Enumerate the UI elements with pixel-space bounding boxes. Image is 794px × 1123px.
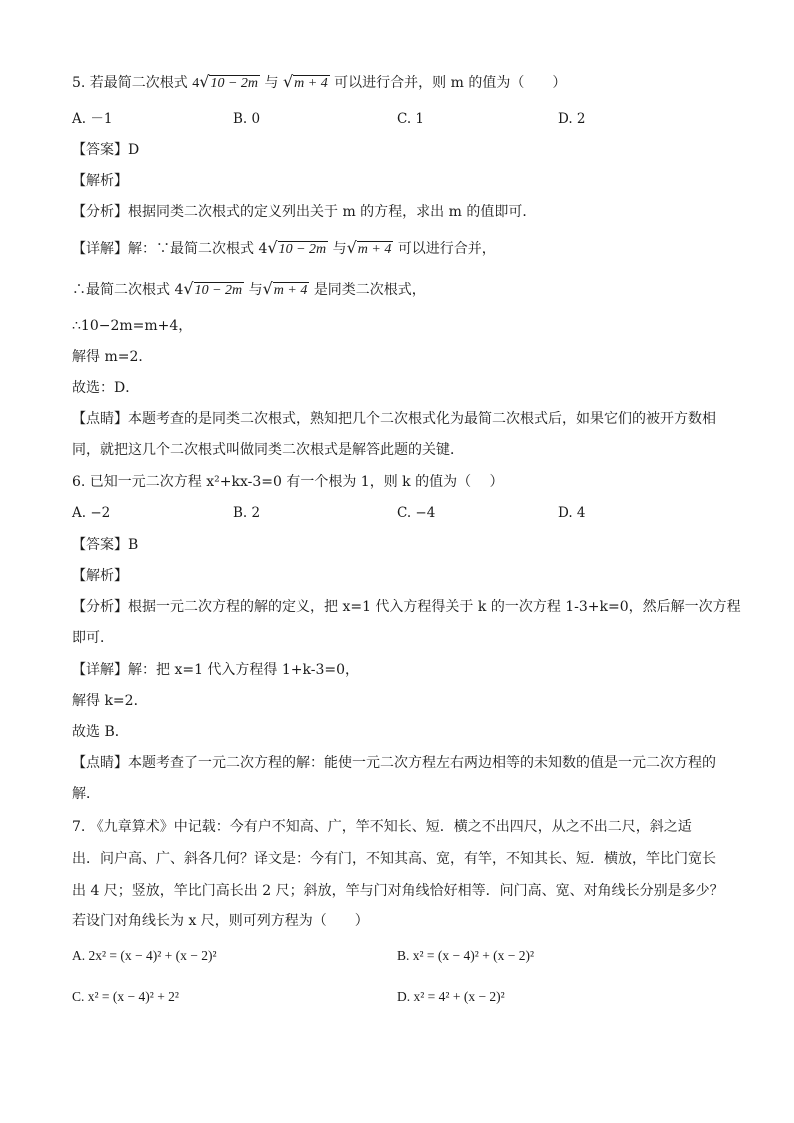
q6-option-b: B. 2 xyxy=(233,505,261,521)
sqrt-symbol: √ xyxy=(199,72,210,91)
q5-conj: 与 xyxy=(264,75,279,91)
sqrt-symbol: √ xyxy=(183,279,194,298)
q5-radicand-1: 10 − 2m xyxy=(194,283,243,298)
q5-option-c: C. 1 xyxy=(397,111,425,127)
sqrt-symbol: √ xyxy=(282,72,294,91)
q5-coef: 4 xyxy=(258,241,268,257)
q5-analysis-title: 【解析】 xyxy=(72,173,128,189)
q6-dianjing-line-2: 解． xyxy=(72,786,100,802)
q6-fenxi-line-2: 即可． xyxy=(72,630,114,646)
q5-option-d: D. 2 xyxy=(558,111,586,127)
sqrt-symbol: √ xyxy=(346,238,357,257)
q5-dianjing-line-1: 【点睛】本题考查的是同类二次根式，熟知把几个二次根式化为最简二次根式后，如果它们的被开方数相 xyxy=(72,411,716,427)
q5-equation: ∴10−2m=m+4， xyxy=(72,318,193,334)
q6-option-d: D. 4 xyxy=(558,505,586,521)
q7-stem-line-4: 若设门对角线长为 x 尺，则可列方程为（ ） xyxy=(72,913,369,929)
q5-coef: 4 xyxy=(174,282,184,298)
q6-detail: 【详解】解：把 x=1 代入方程得 1+k-3=0， xyxy=(72,662,360,678)
q5-radicand-2: m + 4 xyxy=(294,76,328,91)
q5-answer: 【答案】D xyxy=(72,142,140,158)
q5-radicand-1: 10 − 2m xyxy=(210,76,259,91)
q7-stem-line-2: 出．问户高、广、斜各几何？译文是：今有门，不知其高、宽，有竿，不知其长、短．横放，竿比门宽长 xyxy=(72,851,716,867)
sqrt-symbol: √ xyxy=(267,238,278,257)
q5-therefore-post: 是同类二次根式， xyxy=(313,282,426,298)
q5-detail-post: 可以进行合并， xyxy=(397,241,496,257)
q6-analysis-title: 【解析】 xyxy=(72,568,128,584)
q5-conj: 与 xyxy=(332,241,347,257)
q7-stem-line-1: 7. 《九章算术》中记载：今有户不知高、广，竿不知长、短．横之不出四尺，从之不出二尺，斜之适 xyxy=(72,819,692,835)
q7-option-d: D. x² = 4² + (x − 2)² xyxy=(397,989,505,1004)
q5-radicand-1: 10 − 2m xyxy=(278,242,327,257)
q6-solve: 解得 k=2． xyxy=(72,693,148,709)
q5-therefore xyxy=(72,279,426,300)
q5-conj: 与 xyxy=(248,282,263,298)
q6-option-c: C. −4 xyxy=(397,505,436,521)
q5-radicand-2: m + 4 xyxy=(273,283,308,298)
q5-stem-post: 可以进行合并，则 m 的值为（ ） xyxy=(334,75,567,91)
q7-option-a: A. 2x² = (x − 4)² + (x − 2)² xyxy=(72,948,217,963)
q6-option-a: A. −2 xyxy=(72,505,111,521)
q5-coef: 4 xyxy=(192,76,200,91)
q5-option-b: B. 0 xyxy=(233,111,261,127)
q5-option-a: A. －1 xyxy=(72,111,113,127)
q7-option-c: C. x² = (x − 4)² + 2² xyxy=(72,989,179,1004)
q5-therefore-pre: ∴最简二次根式 xyxy=(72,282,170,298)
q5-choose: 故选：D． xyxy=(72,380,140,396)
q5-solve: 解得 m=2． xyxy=(72,349,153,365)
q5-stem xyxy=(72,72,566,94)
q6-fenxi-line-1: 【分析】根据一元二次方程的解的定义，把 x=1 代入方程得关于 k 的一次方程 1-3+k=0，然后解一次方程 xyxy=(72,599,741,615)
q6-dianjing-line-1: 【点睛】本题考查了一元二次方程的解：能使一元二次方程左右两边相等的未知数的值是一元二次方程的 xyxy=(72,755,716,771)
q5-dianjing-line-2: 同，就把这几个二次根式叫做同类二次根式是解答此题的关键． xyxy=(72,442,464,458)
q5-fenxi: 【分析】根据同类二次根式的定义列出关于 m 的方程，求出 m 的值即可． xyxy=(72,204,537,220)
q5-detail-pre: 【详解】解：∵最简二次根式 xyxy=(72,241,254,257)
q6-stem: 6. 已知一元二次方程 x²+kx-3=0 有一个根为 1，则 k 的值为（ ） xyxy=(72,474,504,490)
sqrt-symbol: √ xyxy=(262,279,273,298)
q6-answer: 【答案】B xyxy=(72,537,139,553)
q7-option-b: B. x² = (x − 4)² + (x − 2)² xyxy=(397,948,535,963)
q5-stem-pre: 5. 若最简二次根式 xyxy=(72,75,188,91)
q7-stem-line-3: 出 4 尺；竖放，竿比门高长出 2 尺；斜放，竿与门对角线恰好相等．问门高、宽、对角线长分别是多少？ xyxy=(72,883,724,899)
q5-radicand-2: m + 4 xyxy=(357,242,392,257)
q6-choose: 故选 B． xyxy=(72,724,129,740)
q5-detail xyxy=(72,238,496,259)
